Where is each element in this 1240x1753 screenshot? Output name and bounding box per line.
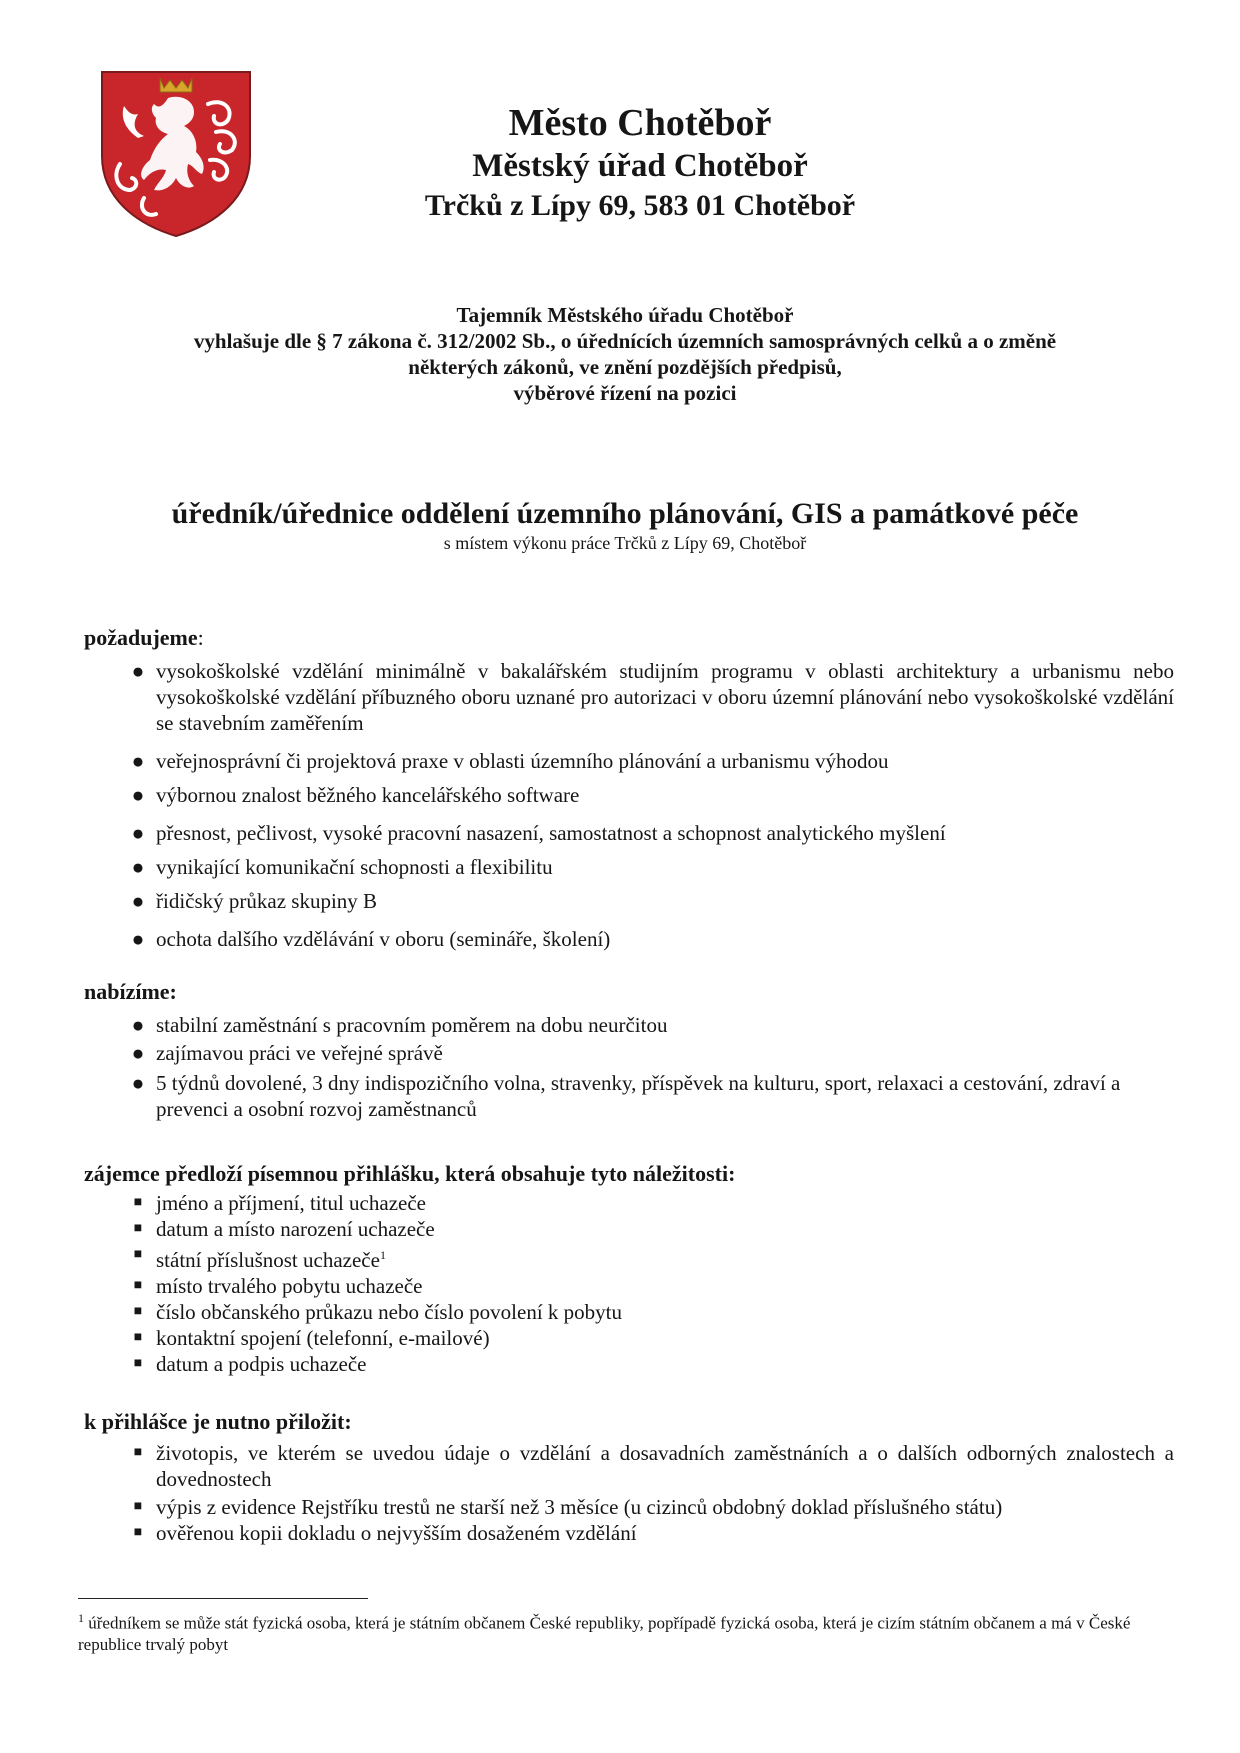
list-item-text: zajímavou práci ve veřejné správě	[156, 1041, 443, 1065]
list-item	[84, 658, 1174, 736]
office-name: Městský úřad Chotěboř	[472, 148, 808, 184]
announcement-line: vyhlašuje dle § 7 zákona č. 312/2002 Sb., o úřednících územních samosprávných celků a o změně	[193, 329, 1057, 353]
list-item	[84, 854, 1174, 880]
footnote-mark: 1	[78, 1611, 84, 1625]
attachments-section	[84, 1408, 1174, 1546]
list-item	[84, 820, 1174, 846]
announcement-line: některých zákonů, ve znění pozdějších předpisů,	[408, 355, 842, 379]
list-item-text: řidičský průkaz skupiny B	[156, 889, 378, 913]
list-item-text: veřejnosprávní či projektová praxe v oblasti územního plánování a urbanismu výhodou	[156, 749, 889, 773]
list-item-text: stabilní zaměstnání s pracovním poměrem na dobu neurčitou	[156, 1013, 668, 1037]
footnote-reference: 1	[379, 1248, 386, 1262]
attachments-heading: k přihlášce je nutno přiložit:	[84, 1409, 352, 1434]
position-subtitle: s místem výkonu práce Trčků z Lípy 69, Chotěboř	[443, 533, 807, 553]
announcement-line: Tajemník Městského úřadu Chotěboř	[456, 303, 794, 327]
bullet-icon: ●	[131, 749, 145, 773]
requirements-section	[84, 624, 1174, 952]
square-bullet-icon: ■	[133, 1304, 143, 1319]
list-item	[84, 1012, 1174, 1038]
list-item	[84, 1351, 1174, 1377]
offers-list	[84, 1012, 1174, 1122]
position-block	[110, 496, 1140, 554]
offers-section	[84, 978, 1174, 1122]
square-bullet-icon: ■	[133, 1356, 143, 1371]
list-item-text: výpis z evidence Rejstříku trestů ne starší než 3 měsíce (u cizinců obdobný doklad příslušného státu)	[156, 1495, 1003, 1519]
bullet-icon: ●	[131, 889, 145, 913]
position-title: úředník/úřednice oddělení územního plánování, GIS a památkové péče	[171, 497, 1079, 530]
square-bullet-icon: ■	[133, 1525, 143, 1540]
footnote-text: úředníkem se může stát fyzická osoba, která je státním občanem České republiky, popřípadě fyzická osoba, která je cizím státním občanem a má v České republice trvalý pobyt	[78, 1613, 1131, 1654]
list-item-text: přesnost, pečlivost, vysoké pracovní nasazení, samostatnost a schopnost analytického myšlení	[156, 821, 946, 845]
bullet-icon: ●	[131, 821, 145, 845]
application-section	[84, 1160, 1174, 1377]
requirements-heading: požadujeme	[84, 625, 198, 650]
list-item-text: jméno a příjmení, titul uchazeče	[156, 1191, 426, 1215]
list-item-text: vynikající komunikační schopnosti a flexibilitu	[156, 855, 553, 879]
city-name: Město Chotěboř	[508, 102, 772, 144]
list-item	[84, 1070, 1174, 1122]
list-item	[84, 1040, 1174, 1066]
list-item-text: výbornou znalost běžného kancelářského software	[156, 783, 580, 807]
footnote-divider	[78, 1598, 368, 1599]
list-item-text: životopis, ve kterém se uvedou údaje o vzdělání a dosavadních zaměstnáních a o dalších odborných znalostech a dovednostech	[156, 1441, 1174, 1491]
attachments-list	[84, 1440, 1174, 1546]
list-item	[84, 1520, 1174, 1546]
list-item-text: datum a místo narození uchazeče	[156, 1217, 435, 1241]
bullet-icon: ●	[131, 659, 145, 683]
square-bullet-icon: ■	[133, 1330, 143, 1345]
bullet-icon: ●	[131, 927, 145, 951]
list-item-text: kontaktní spojení (telefonní, e-mailové)	[156, 1326, 490, 1350]
list-item	[84, 926, 1174, 952]
list-item-text: datum a podpis uchazeče	[156, 1352, 367, 1376]
heading-colon: :	[197, 625, 204, 650]
bullet-icon: ●	[131, 1071, 145, 1095]
bullet-icon: ●	[131, 855, 145, 879]
bullet-icon: ●	[131, 1041, 145, 1065]
list-item	[84, 782, 1174, 808]
square-bullet-icon: ■	[133, 1278, 143, 1293]
application-list	[84, 1190, 1174, 1377]
list-item-text: číslo občanského průkazu nebo číslo povolení k pobytu	[156, 1300, 622, 1324]
announcement-line: výběrové řízení na pozici	[513, 381, 737, 405]
requirements-list	[84, 658, 1174, 952]
section-heading	[84, 624, 1174, 652]
application-heading: zájemce předloží písemnou přihlášku, která obsahuje tyto náležitosti:	[84, 1161, 736, 1186]
list-item	[84, 1494, 1174, 1520]
list-item	[84, 1216, 1174, 1242]
list-item	[84, 1325, 1174, 1351]
offers-heading: nabízíme:	[84, 979, 177, 1004]
letterhead	[330, 100, 950, 226]
list-item-text: vysokoškolské vzdělání minimálně v bakalářském studijním programu v oblasti architektury a urbanismu nebo vysokoškolské vzdělání příbuzného oboru uznané pro autorizaci v oboru územní plánování nebo vysokoškolské vzdělání se stavebním zaměřením	[156, 659, 1174, 735]
list-item	[84, 1190, 1174, 1216]
office-address: Trčků z Lípy 69, 583 01 Chotěboř	[424, 189, 856, 222]
list-item	[84, 1299, 1174, 1325]
square-bullet-icon: ■	[133, 1195, 143, 1210]
list-item	[84, 1273, 1174, 1299]
square-bullet-icon: ■	[133, 1445, 143, 1460]
list-item-text: ověřenou kopii dokladu o nejvyšším dosaženém vzdělání	[156, 1521, 637, 1545]
announcement	[110, 302, 1140, 406]
list-item	[84, 1440, 1174, 1492]
list-item-text: místo trvalého pobytu uchazeče	[156, 1274, 423, 1298]
square-bullet-icon: ■	[133, 1247, 143, 1262]
square-bullet-icon: ■	[133, 1221, 143, 1236]
bullet-icon: ●	[131, 783, 145, 807]
coat-of-arms-logo	[98, 68, 254, 238]
list-item-text: státní příslušnost uchazeče	[156, 1248, 380, 1272]
list-item-text: ochota dalšího vzdělávání v oboru (semináře, školení)	[156, 927, 611, 951]
footnote	[78, 1608, 1138, 1655]
list-item	[84, 888, 1174, 914]
list-item	[84, 748, 1174, 774]
bullet-icon: ●	[131, 1013, 145, 1037]
square-bullet-icon: ■	[133, 1499, 143, 1514]
list-item-text: 5 týdnů dovolené, 3 dny indispozičního volna, stravenky, příspěvek na kulturu, sport, relaxaci a cestování, zdraví a prevenci a osobní rozvoj zaměstnanců	[156, 1071, 1121, 1121]
list-item	[84, 1242, 1174, 1273]
